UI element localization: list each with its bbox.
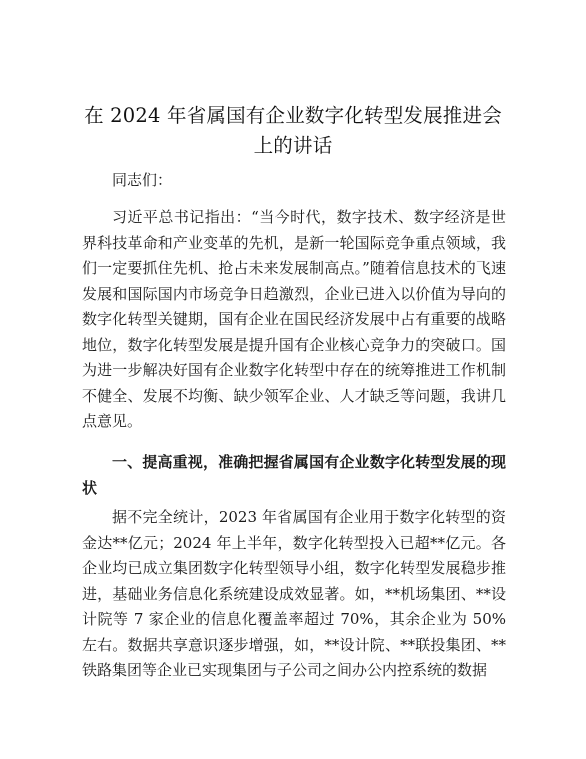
- section-heading-1: 一、提高重视，准确把握省属国有企业数字化转型发展的现状: [82, 453, 506, 497]
- document-title: 在 2024 年省属国有企业数字化转型发展推进会上的讲话: [84, 104, 502, 157]
- paragraph-status: 据不完全统计，2023 年省属国有企业用于数字化转型的资金达**亿元；2024 年上半年，数字化转型投入已超**亿元。各企业均已成立集团数字化转型领导小组，数字化转型发展稳步推进，基础业务信息化系统建设成效显著。如，**机场集团、**设计院等 7 家企业的信息化覆盖率超过 70%，其余企业为 50%左右。数据共享意识逐步增强，如，**设计院、**联投集团、**铁路集团等企业已实现集团与子公司之间办公内控系统的数据: [82, 508, 506, 679]
- greeting: 同志们：: [112, 171, 173, 189]
- paragraph-intro: 习近平总书记指出：“当今时代，数字技术、数字经济是世界科技革命和产业变革的先机，是新一轮国际竞争重点领域，我们一定要抓住先机、抢占未来发展制高点。”随着信息技术的飞速发展和国际国内市场竞争日趋激烈，企业已进入以价值为导向的数字化转型关键期，国有企业在国民经济发展中占有重要的战略地位，数字化转型发展是提升国有企业核心竞争力的突破口。国为进一步解决好国有企业数字化转型中存在的统筹推进工作机制不健全、发展不均衡、缺少领军企业、人才缺乏等问题，我讲几点意见。: [82, 208, 506, 430]
